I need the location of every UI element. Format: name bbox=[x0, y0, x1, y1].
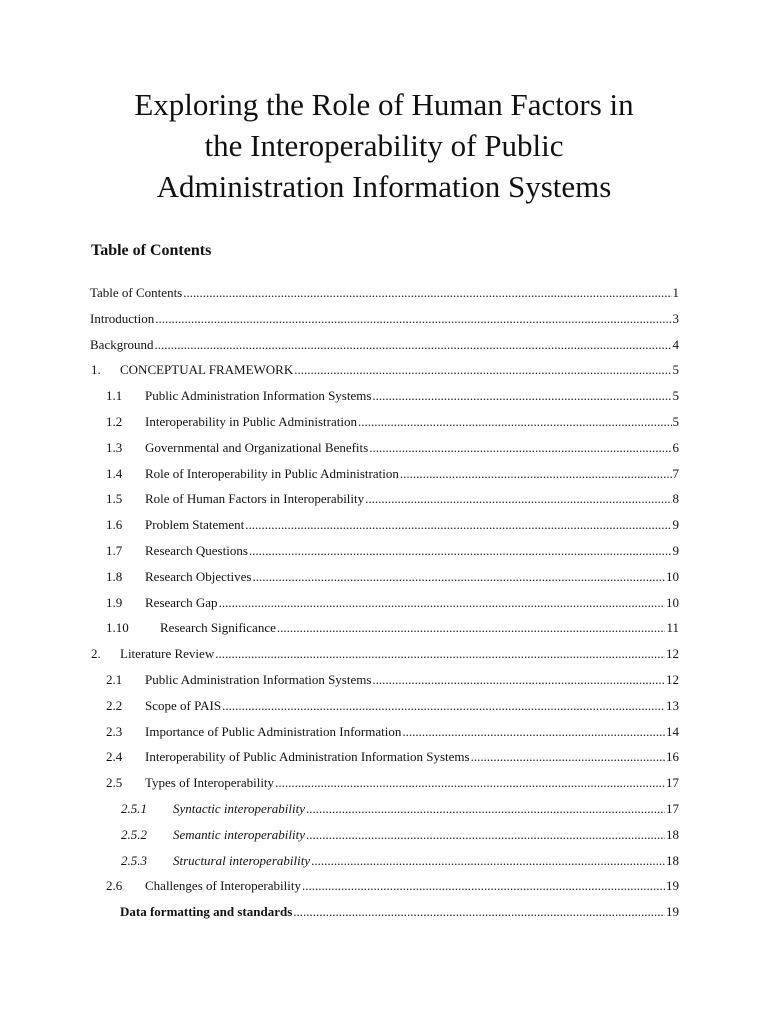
toc-dot-leader bbox=[372, 385, 671, 407]
toc-entry[interactable] bbox=[0, 514, 768, 536]
toc-entry[interactable] bbox=[0, 385, 768, 407]
toc-entry-page: 3 bbox=[672, 310, 679, 326]
toc-entry[interactable] bbox=[0, 798, 768, 820]
toc-entry[interactable] bbox=[0, 308, 768, 330]
toc-entry[interactable] bbox=[0, 282, 768, 304]
toc-entry-page: 19 bbox=[666, 878, 679, 894]
toc-entry-label: Research Objectives bbox=[145, 568, 252, 584]
toc-entry-label: Structural interoperability bbox=[173, 852, 311, 868]
toc-entry-number: 1.7 bbox=[106, 543, 123, 558]
toc-entry-label: Problem Statement bbox=[145, 517, 245, 533]
toc-dot-leader bbox=[372, 669, 665, 691]
toc-entry-number: 2.3 bbox=[106, 723, 123, 739]
toc-entry-number: 2. bbox=[91, 646, 101, 662]
document-title bbox=[60, 84, 708, 207]
toc-dot-leader bbox=[183, 282, 671, 304]
toc-entry-page: 8 bbox=[672, 491, 679, 507]
toc-entry-number: 2.1 bbox=[106, 672, 123, 687]
toc-entry-page: 1 bbox=[672, 285, 679, 300]
toc-entry-number: 1.6 bbox=[106, 517, 123, 533]
toc-dot-leader bbox=[471, 746, 665, 768]
toc-entry[interactable] bbox=[0, 875, 768, 897]
toc-entry[interactable] bbox=[0, 721, 768, 743]
toc-entry-label: Role of Human Factors in Interoperability bbox=[145, 491, 365, 507]
toc-dot-leader bbox=[222, 695, 665, 717]
title-line-3: Administration Information Systems bbox=[156, 169, 612, 204]
toc-dot-leader bbox=[365, 488, 671, 510]
toc-entry[interactable] bbox=[0, 695, 768, 717]
toc-entry-label: Research Questions bbox=[145, 543, 248, 558]
toc-entry-number: 2.5.3 bbox=[121, 852, 147, 868]
toc-entry-page: 9 bbox=[672, 543, 679, 558]
toc-entry-number: 2.2 bbox=[106, 697, 123, 713]
toc-entry[interactable] bbox=[0, 643, 768, 665]
toc-entry-page: 12 bbox=[666, 672, 679, 687]
toc-dot-leader bbox=[252, 566, 665, 588]
toc-entry-label: Research Gap bbox=[145, 594, 218, 610]
toc-entry-page: 16 bbox=[666, 749, 679, 765]
toc-entry[interactable] bbox=[0, 772, 768, 794]
toc-entry-label: Challenges of Interoperability bbox=[145, 878, 301, 894]
toc-entry[interactable] bbox=[0, 850, 768, 872]
toc-entry-page: 11 bbox=[666, 620, 679, 636]
toc-dot-leader bbox=[249, 540, 672, 562]
toc-entry[interactable] bbox=[0, 463, 768, 485]
toc-entry-label: Scope of PAIS bbox=[145, 697, 222, 713]
toc-dot-leader bbox=[245, 514, 671, 536]
toc-entry-number: 1.4 bbox=[106, 465, 123, 481]
toc-entry-number: 2.4 bbox=[106, 749, 123, 765]
toc-entry[interactable] bbox=[0, 540, 768, 562]
toc-entry-number: 1.9 bbox=[106, 594, 123, 610]
toc-entry[interactable] bbox=[0, 617, 768, 639]
toc-entry-label: Interoperability of Public Administration Information Systems bbox=[145, 749, 470, 765]
toc-entry-label: Importance of Public Administration Information bbox=[145, 723, 402, 739]
toc-entry[interactable] bbox=[0, 746, 768, 768]
toc-entry-number: 1.2 bbox=[106, 414, 123, 429]
toc-entry[interactable] bbox=[0, 411, 768, 433]
toc-dot-leader bbox=[302, 875, 665, 897]
toc-dot-leader bbox=[155, 334, 672, 356]
toc-dot-leader bbox=[369, 437, 671, 459]
toc-entry-number: 1.10 bbox=[106, 620, 129, 636]
toc-entry-label: Public Administration Information Systems bbox=[145, 672, 372, 687]
toc-entry-label: Syntactic interoperability bbox=[173, 801, 306, 816]
toc-entry-page: 18 bbox=[666, 826, 679, 842]
toc-entry-page: 10 bbox=[666, 568, 679, 584]
toc-entry-number: 2.5 bbox=[106, 775, 123, 791]
toc-entry-label: Interoperability in Public Administration bbox=[145, 414, 357, 429]
toc-entry-label: Data formatting and standards bbox=[120, 904, 293, 920]
toc-dot-leader bbox=[306, 798, 665, 820]
toc-dot-leader bbox=[294, 359, 671, 381]
toc-dot-leader bbox=[306, 824, 665, 846]
toc-entry-label: CONCEPTUAL FRAMEWORK bbox=[120, 362, 294, 378]
toc-entry-page: 13 bbox=[666, 697, 679, 713]
toc-entry-label: Literature Review bbox=[120, 646, 215, 662]
toc-entry[interactable] bbox=[0, 592, 768, 614]
toc-entry-page: 17 bbox=[666, 775, 679, 791]
toc-dot-leader bbox=[277, 617, 666, 639]
title-line-2: the Interoperability of Public bbox=[204, 128, 564, 163]
toc-entry-label: Table of Contents bbox=[90, 285, 183, 300]
toc-entry-page: 19 bbox=[666, 904, 679, 920]
toc-entry-page: 14 bbox=[666, 723, 679, 739]
toc-entry-page: 17 bbox=[666, 801, 679, 816]
toc-dot-leader bbox=[400, 463, 672, 485]
toc-entry[interactable] bbox=[0, 901, 768, 923]
toc-entry[interactable] bbox=[0, 824, 768, 846]
toc-entry-page: 5 bbox=[672, 362, 679, 378]
toc-entry-number: 1. bbox=[91, 362, 101, 378]
toc-entry-label: Semantic interoperability bbox=[173, 826, 306, 842]
toc-dot-leader bbox=[219, 592, 665, 614]
toc-dot-leader bbox=[311, 850, 665, 872]
toc-entry-page: 5 bbox=[672, 414, 679, 429]
toc-heading: Table of Contents bbox=[91, 242, 212, 259]
toc-entry-number: 2.5.1 bbox=[121, 801, 147, 816]
toc-entry-page: 18 bbox=[666, 852, 679, 868]
toc-entry-number: 1.1 bbox=[106, 388, 123, 404]
toc-entry-page: 7 bbox=[672, 465, 679, 481]
toc-entry-label: Public Administration Information Systems bbox=[145, 388, 372, 404]
toc-entry-page: 9 bbox=[672, 517, 679, 533]
toc-entry-number: 1.3 bbox=[106, 439, 123, 455]
toc-entry-label: Types of Interoperability bbox=[145, 775, 275, 791]
toc-entry[interactable] bbox=[0, 437, 768, 459]
toc-entry[interactable] bbox=[0, 566, 768, 588]
toc-entry-page: 6 bbox=[672, 439, 679, 455]
toc-entry[interactable] bbox=[0, 488, 768, 510]
toc-entry-number: 2.5.2 bbox=[121, 826, 147, 842]
toc-entry-number: 2.6 bbox=[106, 878, 123, 894]
toc-entry[interactable] bbox=[0, 334, 768, 356]
toc-dot-leader bbox=[155, 308, 671, 330]
title-line-1: Exploring the Role of Human Factors in bbox=[134, 87, 634, 122]
toc-entry-label: Background bbox=[90, 336, 154, 352]
toc-dot-leader bbox=[215, 643, 665, 665]
toc-entry-number: 1.5 bbox=[106, 491, 123, 507]
toc-entry-page: 5 bbox=[672, 388, 679, 404]
toc-entry-page: 10 bbox=[666, 594, 679, 610]
toc-dot-leader bbox=[402, 721, 665, 743]
toc-entry-label: Introduction bbox=[90, 310, 155, 326]
toc-entry-label: Governmental and Organizational Benefits bbox=[145, 439, 369, 455]
toc-entry-label: Role of Interoperability in Public Administration bbox=[145, 465, 399, 481]
toc-entry-label: Research Significance bbox=[160, 620, 276, 636]
toc-entry[interactable] bbox=[0, 669, 768, 691]
toc-dot-leader bbox=[275, 772, 665, 794]
toc-entry-page: 4 bbox=[672, 336, 679, 352]
toc-entry[interactable] bbox=[0, 359, 768, 381]
toc-entry-number: 1.8 bbox=[106, 568, 123, 584]
toc-dot-leader bbox=[293, 901, 665, 923]
toc-entry-page: 12 bbox=[666, 646, 679, 662]
toc-dot-leader bbox=[358, 411, 672, 433]
